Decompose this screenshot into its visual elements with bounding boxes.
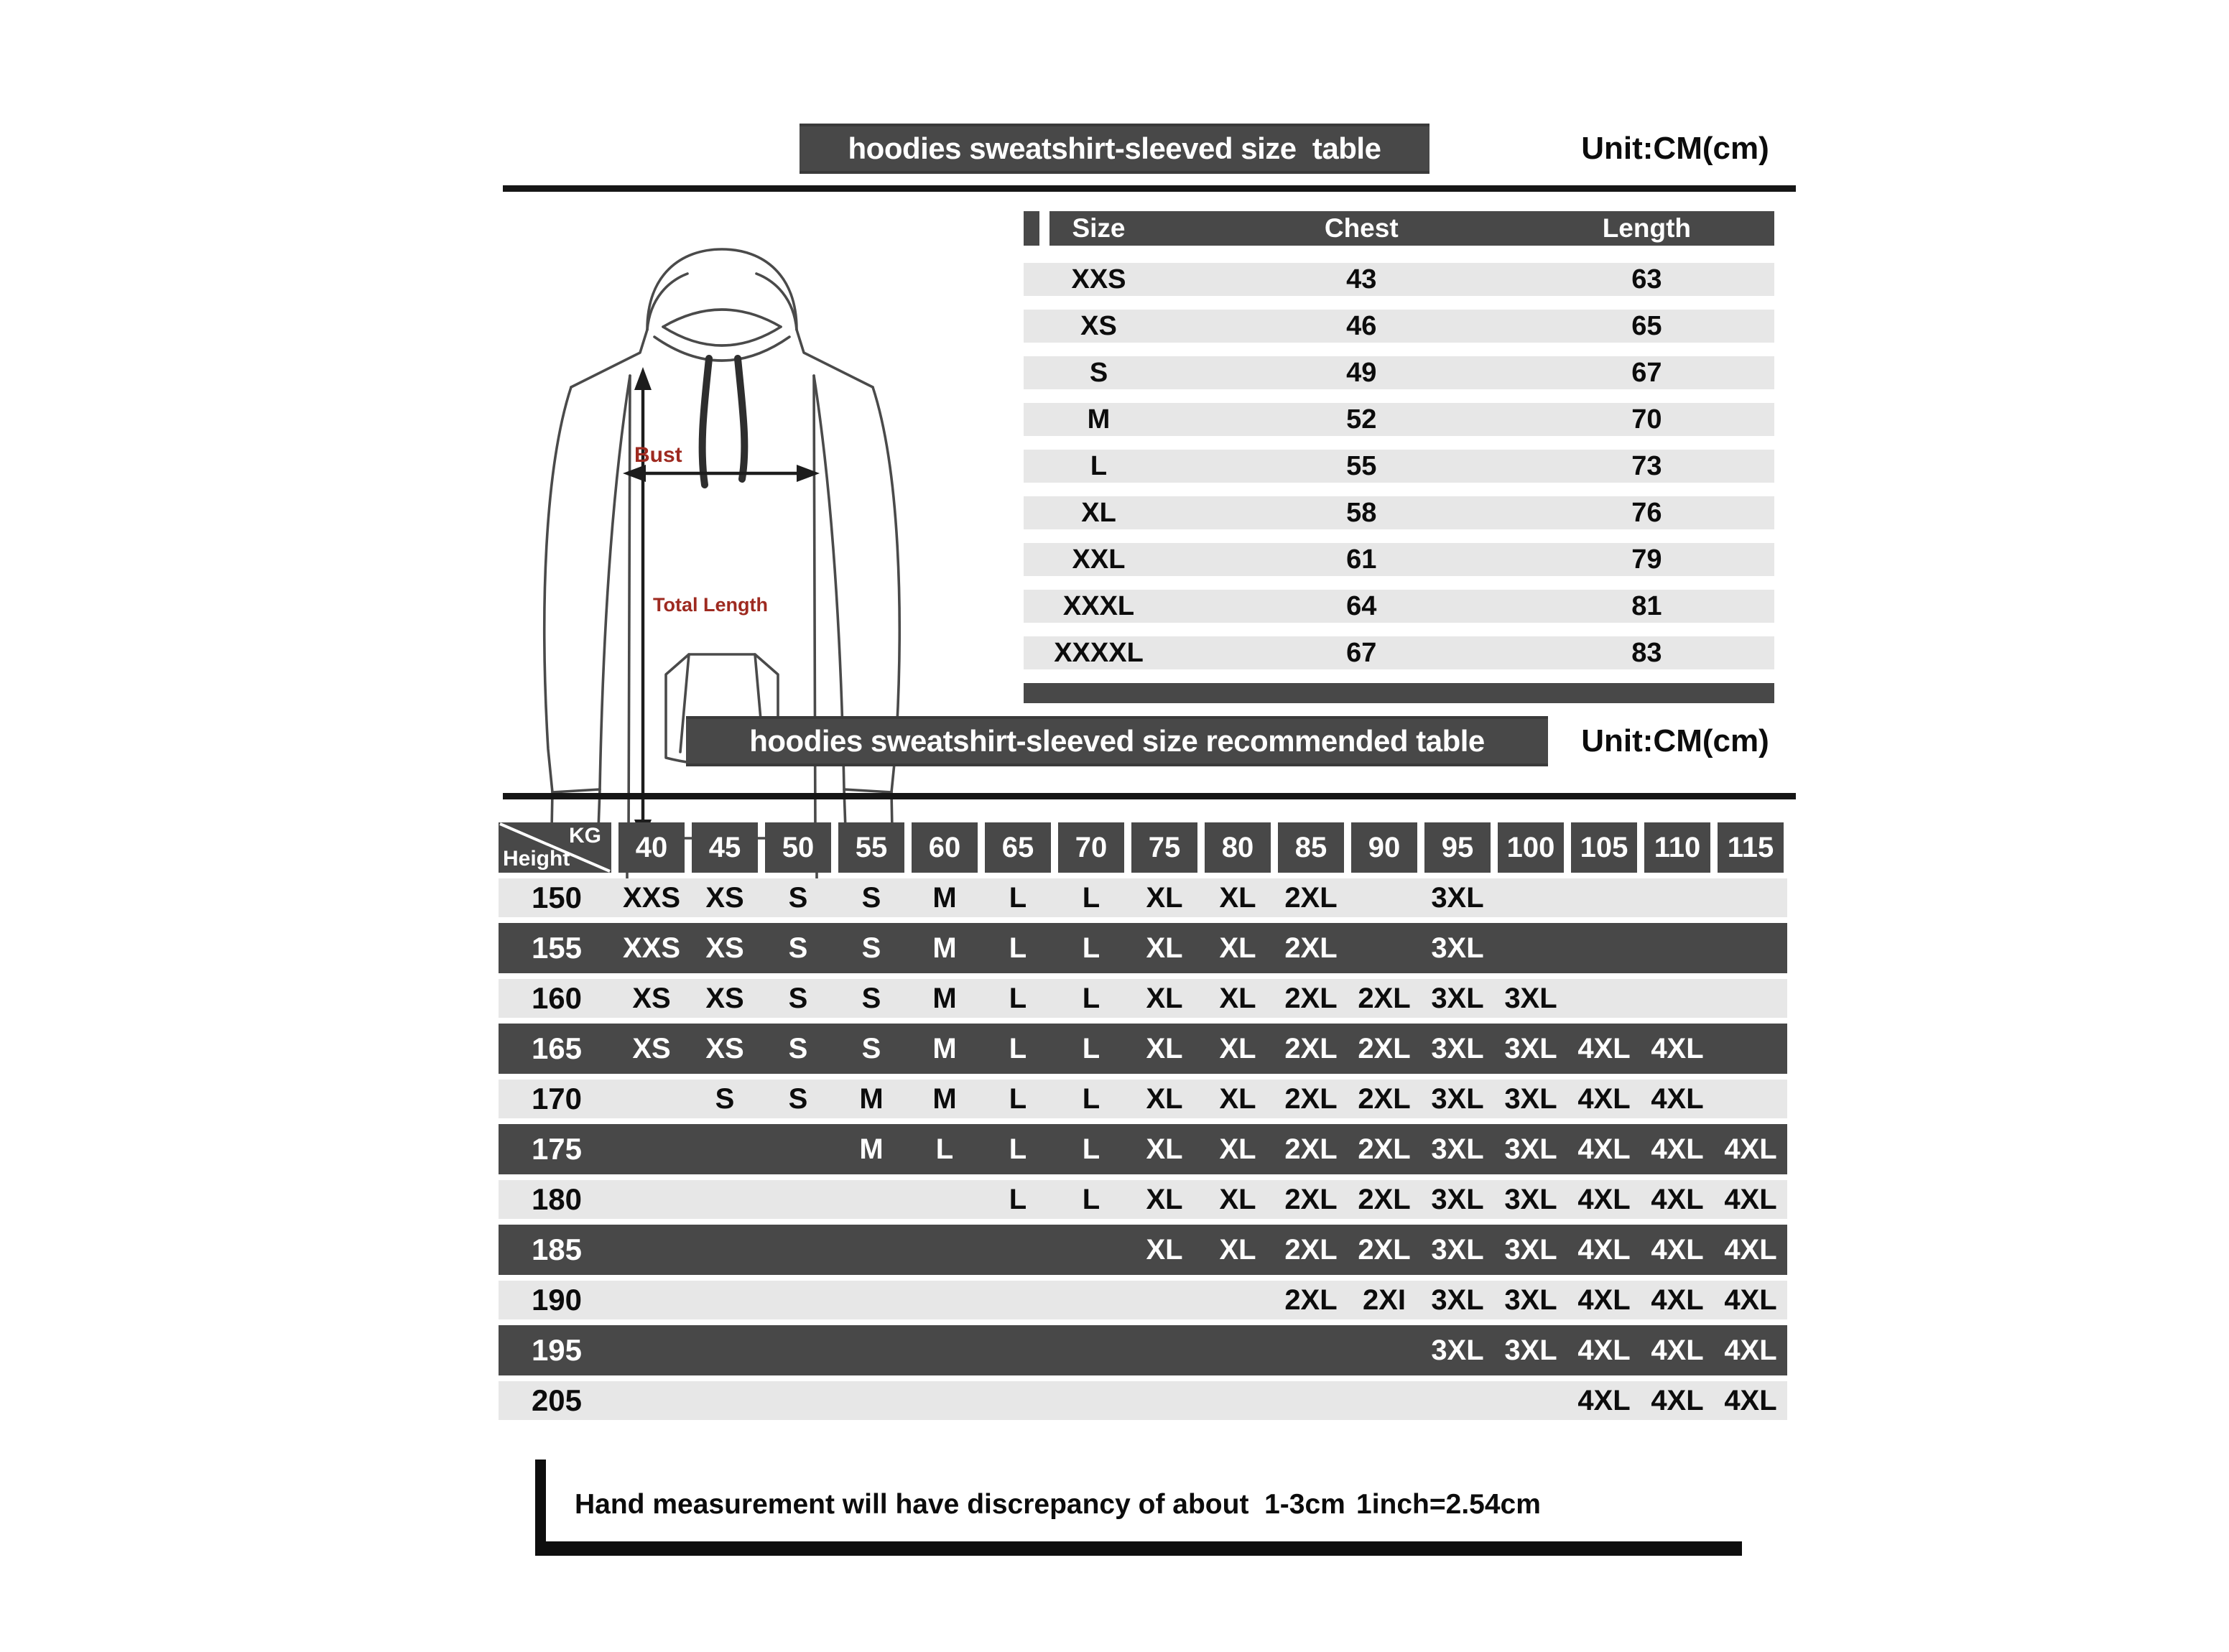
matrix-size-cell: 3XL (1504, 1032, 1557, 1064)
matrix-size-cell: 2XL (1284, 1183, 1338, 1215)
matrix-size-cell: XS (632, 1032, 671, 1064)
matrix-size-cell: L (935, 1133, 954, 1165)
size-cell-length: 83 (1631, 637, 1662, 668)
length-col-header: Length (1602, 213, 1691, 243)
size-table-row (1024, 450, 1774, 483)
matrix-size-cell: 3XL (1431, 881, 1484, 914)
weight-header-cell: 75 (1131, 822, 1197, 873)
matrix-size-cell: L (1082, 881, 1100, 914)
size-cell-length: 65 (1631, 310, 1662, 341)
matrix-size-cell: L (1009, 1082, 1027, 1115)
matrix-size-cell: 4XL (1651, 1032, 1704, 1064)
size-col-header: Size (1072, 213, 1126, 243)
matrix-size-cell: M (932, 1082, 957, 1115)
matrix-size-cell: 4XL (1651, 1233, 1704, 1266)
unit-label-2: Unit:CM(cm) (1581, 723, 1769, 758)
matrix-size-cell: 2XL (1358, 1082, 1411, 1115)
matrix-size-cell: S (861, 1032, 881, 1064)
recommended-size-matrix (499, 822, 1787, 1420)
matrix-size-cell: XL (1219, 1133, 1256, 1165)
height-row-label: 160 (531, 981, 583, 1015)
matrix-size-cell: XL (1219, 982, 1256, 1014)
matrix-size-cell: XL (1146, 1233, 1183, 1266)
size-cell-length: 63 (1631, 264, 1662, 294)
drawstrings (703, 358, 745, 485)
matrix-size-cell: XL (1219, 1183, 1256, 1215)
matrix-size-cell: 2XL (1358, 1183, 1411, 1215)
size-cell-length: 81 (1631, 590, 1662, 621)
matrix-size-cell: L (1009, 1133, 1027, 1165)
matrix-size-cell: XL (1219, 932, 1256, 964)
matrix-size-cell: S (861, 881, 881, 914)
matrix-size-cell: XS (705, 982, 744, 1014)
matrix-size-cell: S (861, 932, 881, 964)
height-row-label: 165 (531, 1031, 583, 1065)
height-row-label: 185 (531, 1233, 583, 1266)
matrix-size-cell: XL (1219, 1233, 1256, 1266)
divider-rule-2 (503, 793, 1796, 799)
height-row-label: 195 (531, 1333, 583, 1367)
matrix-size-cell: XL (1146, 1183, 1183, 1215)
matrix-size-cell: L (1082, 1082, 1100, 1115)
matrix-size-cell: 4XL (1724, 1334, 1777, 1366)
matrix-size-cell: 3XL (1431, 932, 1484, 964)
matrix-size-cell: 3XL (1504, 1334, 1557, 1366)
total-length-label: Total Length (653, 594, 768, 616)
matrix-size-cell: 3XL (1431, 1284, 1484, 1316)
height-row-label: 150 (531, 881, 583, 914)
matrix-size-cell: 2XI (1362, 1284, 1407, 1316)
matrix-size-cell: S (788, 932, 808, 964)
size-cell-length: 73 (1631, 450, 1662, 481)
size-cell-chest: 52 (1346, 404, 1377, 435)
matrix-size-cell: 4XL (1651, 1133, 1704, 1165)
matrix-row-165 (499, 1024, 1787, 1074)
weight-header-cell: 115 (1718, 822, 1784, 873)
matrix-size-cell: M (859, 1133, 884, 1165)
weight-header-cell: 50 (765, 822, 831, 873)
size-cell-chest: 58 (1346, 497, 1377, 528)
matrix-size-cell: 4XL (1577, 1133, 1631, 1165)
matrix-size-cell: L (1082, 1133, 1100, 1165)
matrix-size-cell: 3XL (1431, 1233, 1484, 1266)
recommended-table-title: hoodies sweatshirt-sleeved size recommended table (686, 716, 1548, 766)
matrix-size-cell: 3XL (1431, 1133, 1484, 1165)
measurement-note: Hand measurement will have discrepancy of about 1-3cm (575, 1489, 1345, 1520)
size-cell-chest: 43 (1346, 264, 1377, 294)
matrix-size-cell: L (1082, 932, 1100, 964)
corner-cell (499, 822, 611, 873)
matrix-size-cell: 2XL (1284, 1133, 1338, 1165)
weight-header-cell: 95 (1424, 822, 1491, 873)
matrix-size-cell: 4XL (1577, 1284, 1631, 1316)
matrix-size-cell: 3XL (1504, 1133, 1557, 1165)
matrix-size-cell: 4XL (1651, 1384, 1704, 1416)
matrix-size-cell: 3XL (1431, 1032, 1484, 1064)
matrix-size-cell: L (1009, 932, 1027, 964)
matrix-size-cell: 2XL (1284, 1032, 1338, 1064)
matrix-size-cell: 4XL (1651, 1284, 1704, 1316)
matrix-size-cell: XS (632, 982, 671, 1014)
matrix-size-cell: XS (705, 1032, 744, 1064)
matrix-size-cell: XL (1146, 1133, 1183, 1165)
matrix-size-cell: XL (1146, 932, 1183, 964)
weight-header-cell: 105 (1571, 822, 1637, 873)
weight-header-cell: 60 (912, 822, 978, 873)
matrix-size-cell: 2XL (1358, 1233, 1411, 1266)
size-cell-chest: 55 (1346, 450, 1377, 481)
note-left-bar (535, 1460, 546, 1547)
height-row-label: 180 (531, 1182, 583, 1216)
matrix-size-cell: 4XL (1577, 1032, 1631, 1064)
size-table-row (1024, 636, 1774, 669)
weight-header-cell: 80 (1205, 822, 1271, 873)
matrix-size-cell: L (1082, 1183, 1100, 1215)
weight-header-cell: 55 (838, 822, 904, 873)
matrix-size-cell: 3XL (1431, 1183, 1484, 1215)
size-cell-chest: 49 (1346, 357, 1377, 388)
matrix-size-cell: 2XL (1284, 1082, 1338, 1115)
matrix-size-cell: 4XL (1724, 1233, 1777, 1266)
size-cell-length: 70 (1631, 404, 1662, 435)
size-table-row (1024, 496, 1774, 529)
matrix-size-cell: 3XL (1431, 1082, 1484, 1115)
matrix-size-cell: 2XL (1284, 881, 1338, 914)
inch-conversion-note: 1inch=2.54cm (1356, 1489, 1541, 1520)
unit-label-1: Unit:CM(cm) (1581, 131, 1769, 166)
size-cell-size: XS (1080, 310, 1117, 341)
matrix-row-155 (499, 923, 1787, 973)
matrix-row-180 (499, 1180, 1787, 1219)
matrix-row-150 (499, 878, 1787, 917)
size-table (1024, 211, 1774, 703)
size-cell-size: XXXXL (1054, 637, 1144, 668)
matrix-size-cell: 4XL (1577, 1334, 1631, 1366)
matrix-size-cell: 2XL (1358, 1133, 1411, 1165)
height-row-label: 190 (531, 1283, 583, 1317)
matrix-size-cell: L (1009, 1183, 1027, 1215)
height-row-label: 155 (531, 931, 583, 965)
size-cell-size: L (1090, 450, 1108, 481)
size-table-body (1024, 263, 1774, 669)
note-underline-bar (535, 1541, 1742, 1556)
size-table-row (1024, 356, 1774, 389)
matrix-size-cell: 3XL (1504, 1183, 1557, 1215)
matrix-size-cell: 4XL (1651, 1183, 1704, 1215)
weight-header-cell: 45 (692, 822, 758, 873)
matrix-row-205 (499, 1381, 1787, 1420)
matrix-size-cell: 4XL (1577, 1384, 1631, 1416)
matrix-size-cell: S (715, 1082, 735, 1115)
height-row-label: 170 (531, 1082, 583, 1115)
size-cell-chest: 64 (1346, 590, 1377, 621)
size-cell-size: XXL (1072, 544, 1126, 575)
matrix-header-row (499, 822, 1787, 873)
matrix-row-170 (499, 1080, 1787, 1118)
matrix-size-cell: S (861, 982, 881, 1014)
matrix-row-185 (499, 1225, 1787, 1275)
divider-rule-1 (503, 185, 1796, 192)
matrix-size-cell: 2XL (1358, 982, 1411, 1014)
size-table-header (1024, 211, 1774, 246)
matrix-row-175 (499, 1124, 1787, 1174)
matrix-size-cell: 3XL (1504, 1233, 1557, 1266)
size-table-row (1024, 590, 1774, 623)
matrix-size-cell: 2XL (1284, 982, 1338, 1014)
size-cell-length: 67 (1631, 357, 1662, 388)
matrix-size-cell: 3XL (1504, 1082, 1557, 1115)
size-table-row (1024, 310, 1774, 343)
height-row-label: 205 (531, 1383, 583, 1417)
matrix-size-cell: 2XL (1284, 1284, 1338, 1316)
weight-header-cell: 65 (985, 822, 1051, 873)
matrix-body (499, 878, 1787, 1420)
matrix-size-cell: XL (1146, 982, 1183, 1014)
height-label: Height (503, 847, 570, 871)
matrix-size-cell: XXS (622, 932, 681, 964)
weight-header-cell: 100 (1498, 822, 1564, 873)
matrix-size-cell: XL (1219, 1082, 1256, 1115)
matrix-size-cell: S (788, 982, 808, 1014)
matrix-row-160 (499, 979, 1787, 1018)
size-table-title: hoodies sweatshirt-sleeved size table (800, 124, 1429, 174)
matrix-size-cell: 2XL (1284, 932, 1338, 964)
size-table-row (1024, 543, 1774, 576)
matrix-size-cell: L (1082, 1032, 1100, 1064)
matrix-size-cell: M (932, 881, 957, 914)
matrix-size-cell: XL (1219, 881, 1256, 914)
size-cell-length: 76 (1631, 497, 1662, 528)
matrix-size-cell: 2XL (1284, 1233, 1338, 1266)
size-cell-size: XXS (1071, 264, 1126, 294)
matrix-row-195 (499, 1325, 1787, 1375)
matrix-size-cell: M (932, 932, 957, 964)
matrix-size-cell: M (859, 1082, 884, 1115)
height-row-label: 175 (531, 1132, 583, 1166)
matrix-size-cell: 4XL (1651, 1334, 1704, 1366)
size-cell-chest: 67 (1346, 637, 1377, 668)
matrix-size-cell: XXS (622, 881, 681, 914)
size-cell-size: XL (1081, 497, 1116, 528)
size-cell-length: 79 (1631, 544, 1662, 575)
matrix-size-cell: 4XL (1577, 1183, 1631, 1215)
matrix-size-cell: 4XL (1724, 1183, 1777, 1215)
matrix-size-cell: M (932, 982, 957, 1014)
matrix-size-cell: L (1082, 982, 1100, 1014)
matrix-size-cell: S (788, 1082, 808, 1115)
matrix-size-cell: XL (1219, 1032, 1256, 1064)
matrix-size-cell: 4XL (1577, 1082, 1631, 1115)
matrix-size-cell: XS (705, 881, 744, 914)
matrix-size-cell: 4XL (1724, 1133, 1777, 1165)
matrix-size-cell: L (1009, 1032, 1027, 1064)
size-cell-chest: 61 (1346, 544, 1377, 575)
matrix-size-cell: S (788, 1032, 808, 1064)
size-table-row (1024, 403, 1774, 436)
matrix-size-cell: 3XL (1504, 1284, 1557, 1316)
matrix-size-cell: L (1009, 982, 1027, 1014)
size-cell-size: M (1087, 404, 1111, 435)
matrix-size-cell: 4XL (1724, 1284, 1777, 1316)
size-cell-size: S (1089, 357, 1108, 388)
weight-header-cell: 110 (1644, 822, 1710, 873)
matrix-size-cell: 3XL (1431, 982, 1484, 1014)
bust-label: Bust (634, 443, 682, 467)
size-cell-chest: 46 (1346, 310, 1377, 341)
weight-header-cell: 90 (1351, 822, 1417, 873)
matrix-size-cell: 3XL (1431, 1334, 1484, 1366)
matrix-size-cell: XS (705, 932, 744, 964)
weight-header-cell: 85 (1278, 822, 1344, 873)
matrix-size-cell: 2XL (1358, 1032, 1411, 1064)
matrix-size-cell: XL (1146, 1082, 1183, 1115)
matrix-row-190 (499, 1281, 1787, 1319)
matrix-size-cell: 4XL (1577, 1233, 1631, 1266)
size-table-footer-bar (1024, 683, 1774, 703)
weight-header-cell: 70 (1058, 822, 1124, 873)
matrix-size-cell: 3XL (1504, 982, 1557, 1014)
matrix-size-cell: XL (1146, 1032, 1183, 1064)
matrix-size-cell: 4XL (1651, 1082, 1704, 1115)
size-cell-size: XXXL (1062, 590, 1135, 621)
weight-header-cell: 40 (618, 822, 685, 873)
matrix-size-cell: M (932, 1032, 957, 1064)
matrix-size-cell: 4XL (1724, 1384, 1777, 1416)
kg-label: KG (569, 824, 601, 848)
size-table-row (1024, 263, 1774, 296)
matrix-size-cell: L (1009, 881, 1027, 914)
matrix-size-cell: XL (1146, 881, 1183, 914)
matrix-size-cell: S (788, 881, 808, 914)
chest-col-header: Chest (1324, 213, 1399, 243)
